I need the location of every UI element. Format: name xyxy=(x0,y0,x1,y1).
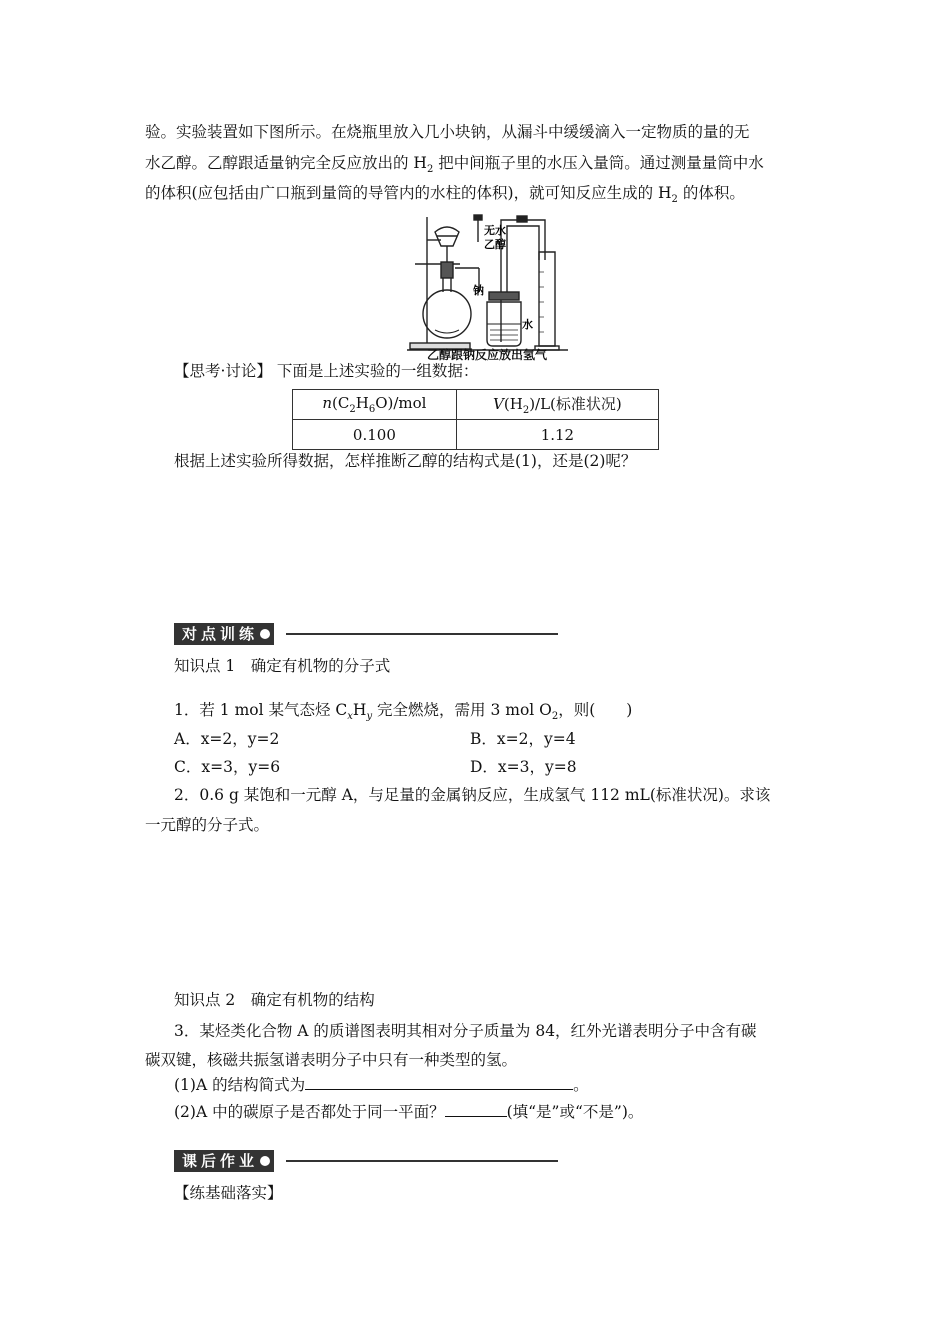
question-3-part-1: (1)A 的结构简式为 。 xyxy=(174,1076,589,1094)
discussion-question: 根据上述实验所得数据，怎样推断乙醇的结构式是(1)，还是(2)呢？ xyxy=(174,452,637,470)
section-banner-practice: 对点训练 xyxy=(174,623,558,645)
label-ethanol: 乙醇 xyxy=(484,238,506,251)
bullet-icon xyxy=(260,629,270,639)
discussion-heading: 【思考·讨论】 下面是上述实验的一组数据： xyxy=(174,362,479,380)
question-3-part-2: (2)A 中的碳原子是否都处于同一平面？ (填“是”或“不是”)。 xyxy=(174,1103,644,1121)
knowledge-point-1: 知识点 1 确定有机物的分子式 xyxy=(174,657,391,675)
apparatus-figure xyxy=(405,212,570,364)
question-2-line-1: 2．0.6 g 某饱和一元醇 A，与足量的金属钠反应，生成氢气 112 mL(标准状况)。求该 xyxy=(174,786,771,804)
table-row xyxy=(293,390,659,420)
option-d: D．x=3，y=8 xyxy=(470,758,577,776)
table-cell-volume: 1.12 xyxy=(456,420,658,450)
answer-blank-2[interactable] xyxy=(445,1102,507,1117)
question-1: 1．若 1 mol 某气态烃 $C_xH_y$ 完全燃烧，需用 3 mol $O_2$，则( ) xyxy=(174,701,633,723)
option-c: C．x=3，y=6 xyxy=(174,758,281,776)
table-cell-moles: 0.100 xyxy=(293,420,457,450)
answer-blank-1[interactable] xyxy=(305,1075,573,1090)
knowledge-point-2: 知识点 2 确定有机物的结构 xyxy=(174,991,375,1009)
label-anhydrous: 无水 xyxy=(484,224,506,237)
option-b: B．x=2，y=4 xyxy=(470,730,576,748)
intro-line-1: 验。实验装置如下图所示。在烧瓶里放入几小块钠，从漏斗中缓缓滴入一定物质的量的无 xyxy=(145,123,750,141)
data-table xyxy=(292,389,659,450)
option-a: A．x=2，y=2 xyxy=(174,730,280,748)
label-sodium: 钠 xyxy=(473,284,484,297)
figure-caption: 乙醇跟钠反应放出氢气 xyxy=(427,348,548,362)
table-row xyxy=(293,420,659,450)
intro-line-2: 水乙醇。乙醇跟适量钠完全反应放出的 $H_2$ 把中间瓶子里的水压入量筒。通过测量量筒中水 xyxy=(145,154,764,176)
table-header-moles: $n(C_2H_6O)$/mol xyxy=(293,390,457,420)
question-2-line-2: 一元醇的分子式。 xyxy=(145,816,270,834)
label-water: 水 xyxy=(522,318,533,331)
bullet-icon xyxy=(260,1156,270,1166)
question-3-line-1: 3．某烃类化合物 A 的质谱图表明其相对分子质量为 84，红外光谱表明分子中含有碳 xyxy=(174,1022,757,1040)
section-banner-homework: 课后作业 xyxy=(174,1150,558,1172)
section-2-subheading: 【练基础落实】 xyxy=(174,1184,283,1202)
question-3-line-2: 碳双键，核磁共振氢谱表明分子中只有一种类型的氢。 xyxy=(145,1051,518,1069)
table-header-volume: $V(H_2)/L$(标准状况) xyxy=(456,390,658,420)
intro-line-3: 的体积(应包括由广口瓶到量筒的导管内的水柱的体积)，就可知反应生成的 $H_2$ 的体积。 xyxy=(145,184,745,206)
